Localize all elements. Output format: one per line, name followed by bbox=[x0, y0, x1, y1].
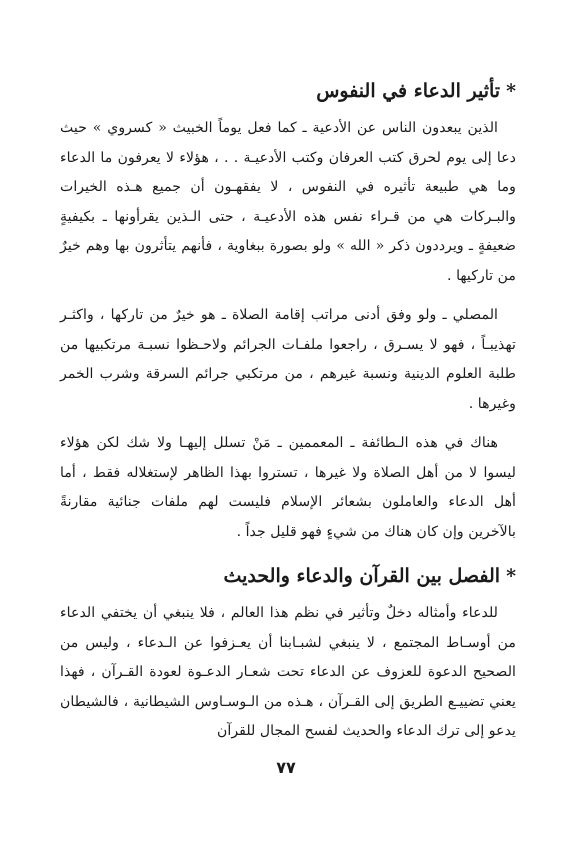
paragraph: هناك في هذه الـطائفة ـ المعممين ـ مَنْ تسلل إليهـا ولا شك لكن هؤلاء ليسوا لا من أهل الصلاة ولا غيرها ، تستروا بهذا الظاهر لإستغلاله فقط ، أما أهل الدعاء والعاملون بشعائر الإسلام فليست لهم ملفات جنائية مقارنةً بالآخرين وإن كان هناك من شيءٍ فهو قليل جداً . bbox=[60, 435, 516, 540]
section-heading bbox=[60, 76, 516, 106]
heading-title: تأثير الدعاء في النفوس bbox=[316, 80, 501, 102]
heading-title: الفصل بين القرآن والدعاء والحديث bbox=[223, 565, 501, 587]
page-content bbox=[60, 76, 516, 747]
paragraph: للدعاء وأمثاله دخلٌ وتأثير في نظم هذا العالم ، فلا ينبغي أن يختفي الدعاء من أوسـاط المجتمع ، لا ينبغي لشبـابنا أن يعـزفوا عن الـدعاء ، وليس من الصحيح الدعوة للعزوف عن الدعاء تحت شعـار الدعـوة لعودة القـرآن ، فهذا يعني تضييـع الطريق إلى القـرآن ، هـذه من الـوسـاوس الشيطانية ، فالشيطان يدعو إلى ترك الدعاء والحديث لفسح المجال للقرآن bbox=[60, 605, 516, 739]
heading-star: * bbox=[506, 565, 516, 587]
section-gap bbox=[60, 547, 516, 561]
section-heading bbox=[60, 561, 516, 591]
paragraph: المصلي ـ ولو وفق أدنى مراتب إقامة الصلاة ـ هو خيرٌ من تاركها ، واكثـر تهذيبـاً ، فهو لا يسـرق ، راجعوا ملفـات الجرائم ولاحـظوا نسبـة مرتكبيها من طلبة العلوم الدينية ونسبة غيرهم ، من مرتكبي جرائم السرقة وشرب الخمر وغيرها . bbox=[60, 307, 516, 412]
paragraph: الذين يبعدون الناس عن الأدعية ـ كما فعل يوماً الخبيث « كسروي » حيث دعا إلى يوم لحرق كتب العرفان وكتب الأدعيـة . . ، هؤلاء لا يعرفون ما الدعاء وما هي طبيعة تأثيره في النفوس ، لا يفقهـون أن جميع هـذه الخيرات والبـركات هي من قـراء نفس هذه الأدعيـة ، حتى الـذين يقرأونها ـ بكيفيةٍ ضعيفةٍ ـ ويرددون ذكر « الله » ولو بصورة ببغاوية ، فأنهم يتأثرون بها وهم خيرٌ من تاركيها . bbox=[60, 120, 516, 284]
page-number: ٧٧ bbox=[276, 758, 296, 777]
heading-star: * bbox=[506, 80, 516, 102]
